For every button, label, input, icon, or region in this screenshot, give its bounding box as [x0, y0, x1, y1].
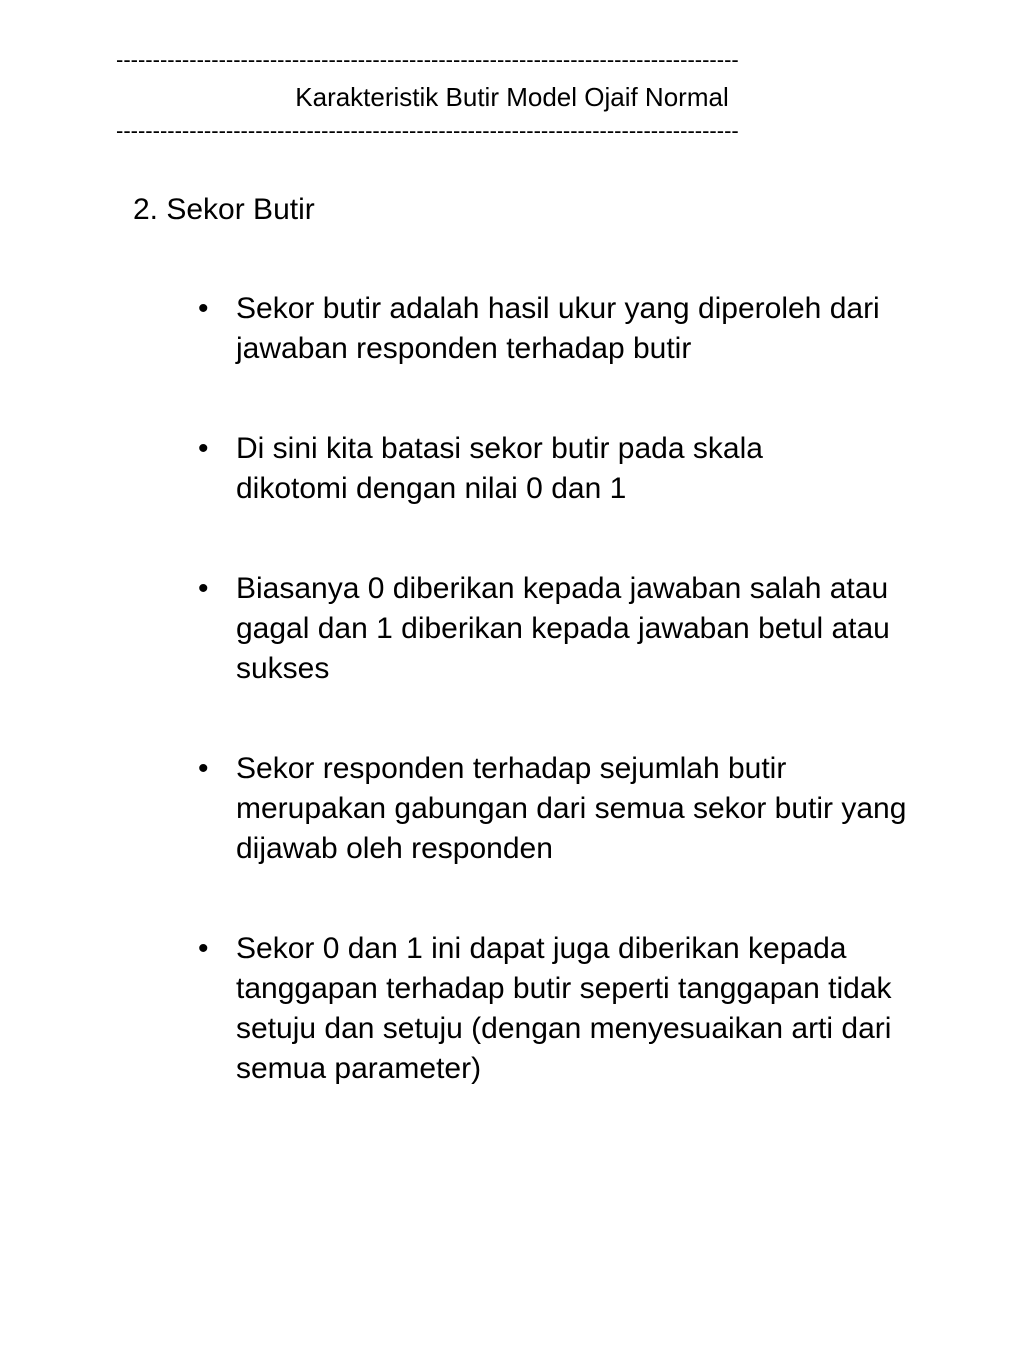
bullet-icon: •	[198, 752, 209, 785]
bullet-icon: •	[198, 572, 209, 605]
list-item	[198, 289, 958, 369]
list-item-text: Biasanya 0 diberikan kepada jawaban salah atau gagal dan 1 diberikan kepada jawaban betul atau sukses	[236, 572, 890, 685]
bullet-list	[198, 289, 958, 1149]
list-item-text: Di sini kita batasi sekor butir pada skala dikotomi dengan nilai 0 dan 1	[236, 432, 763, 505]
list-item	[198, 749, 958, 869]
list-item	[198, 569, 958, 689]
bullet-icon: •	[198, 432, 209, 465]
list-item-text: Sekor 0 dan 1 ini dapat juga diberikan kepada tanggapan terhadap butir seperti tanggapan tidak setuju dan setuju (dengan menyesuaikan arti dari semua parameter)	[236, 932, 892, 1085]
section-heading: 2. Sekor Butir	[133, 193, 315, 226]
list-item	[198, 929, 958, 1089]
header-title: Karakteristik Butir Model Ojaif Normal	[295, 82, 729, 112]
bullet-icon: •	[198, 292, 209, 325]
list-item-text: Sekor butir adalah hasil ukur yang diperoleh dari jawaban responden terhadap butir	[236, 292, 880, 365]
header-rule-top: -------------------------------------------------------------------------------------	[116, 48, 739, 72]
bullet-icon: •	[198, 932, 209, 965]
header-rule-bottom: -------------------------------------------------------------------------------------	[116, 119, 739, 143]
list-item-text: Sekor responden terhadap sejumlah butir merupakan gabungan dari semua sekor butir yang dijawab oleh responden	[236, 752, 907, 865]
list-item	[198, 429, 958, 509]
